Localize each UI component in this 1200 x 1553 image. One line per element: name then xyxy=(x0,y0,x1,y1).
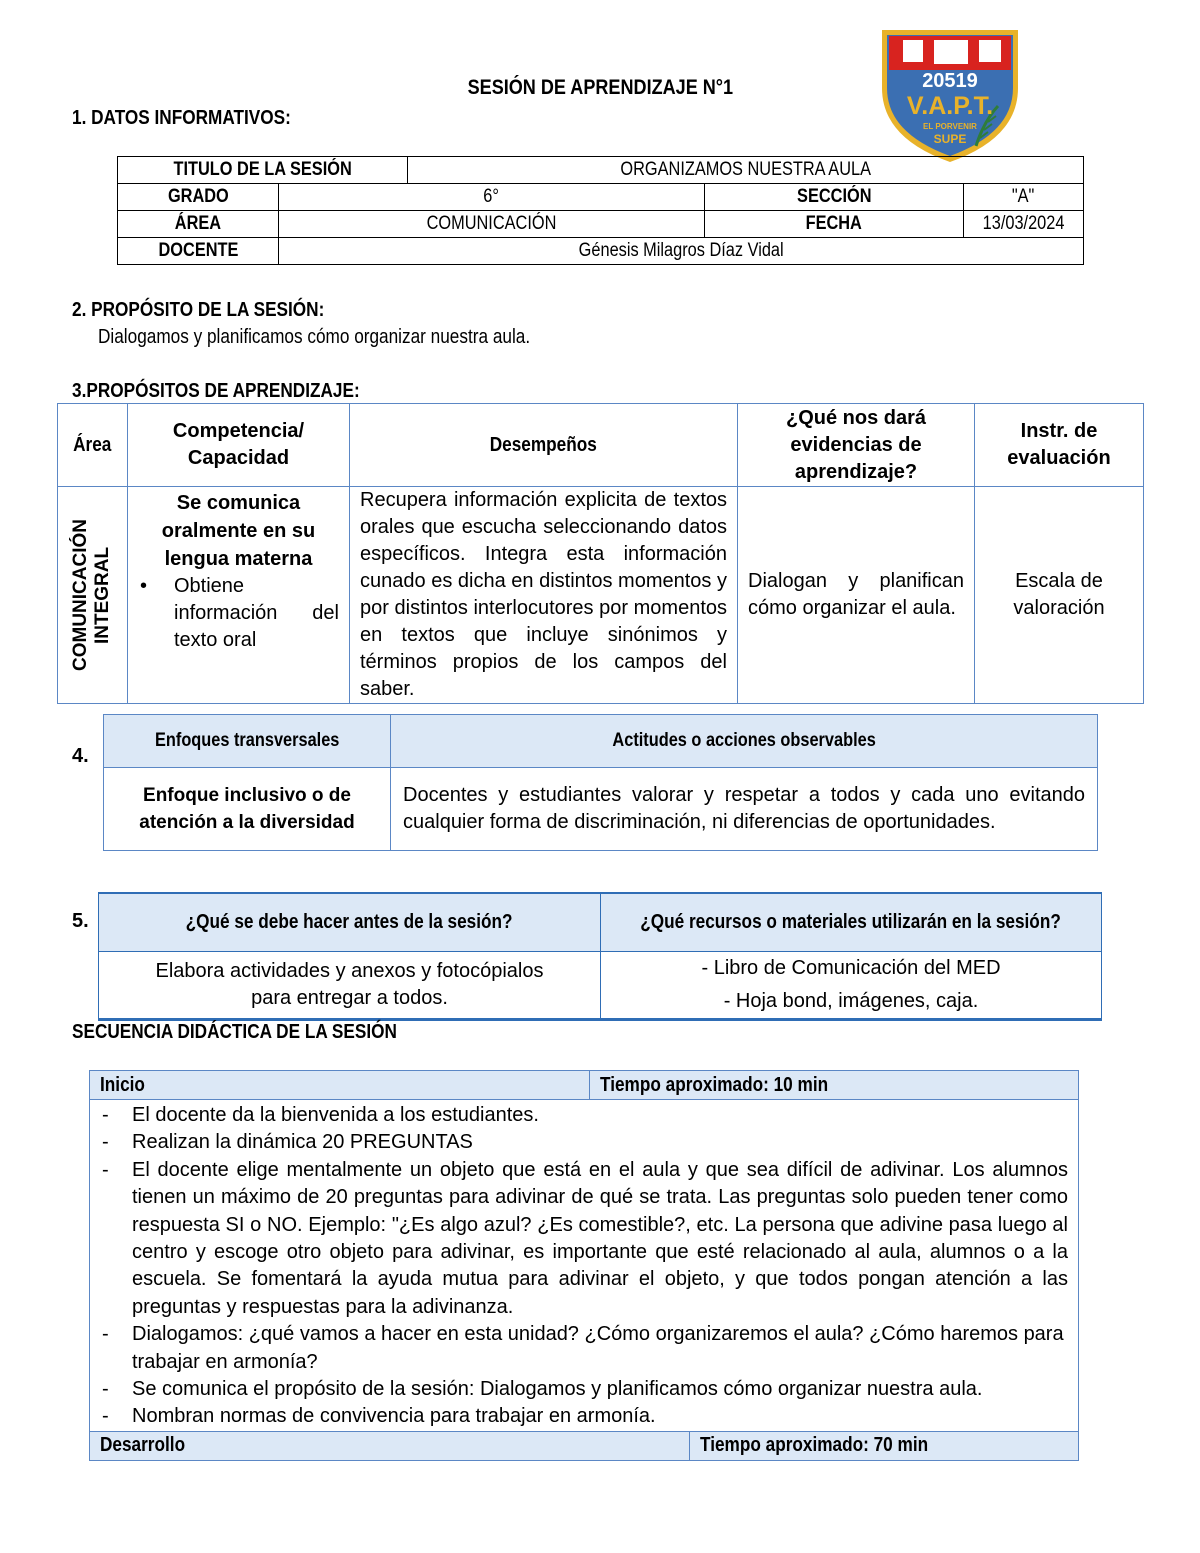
antes-recursos-table xyxy=(98,892,1102,1021)
section5-number: 5. xyxy=(72,910,89,932)
competencia-cell xyxy=(128,487,350,704)
header-antes: ¿Qué se debe hacer antes de la sesión? xyxy=(99,893,601,952)
logo-name: V.A.P.T. xyxy=(906,92,994,120)
logo-motto: EL PORVENIR xyxy=(923,122,977,131)
area-label: ÁREA xyxy=(118,211,279,238)
datos-informativos-table xyxy=(117,156,1084,265)
enfoques-table xyxy=(103,714,1098,851)
desempeno-cell xyxy=(350,487,738,704)
inicio-item: - El docente elige mentalmente un objeto que está en el aula y que sea difícil de adivinar. Los alumnos tienen un máximo de 20 preguntas para adivinar de qué se trata. Las preguntas solo pueden tener como respuesta SI o NO. Ejemplo: "¿Es algo azul? ¿Es comestible?, etc. La persona que adivine pasa luego al centro y escoge otro objeto para adivinar, es importante que esté relacionado al aula, alumnos o a la escuela. Se fomentará la ayuda mutua para adivinar el objeto, y que todos pongan atención a las preguntas y respuestas para la adivinanza. xyxy=(102,1157,1068,1321)
evidencia-cell xyxy=(738,487,975,704)
area-vertical-text: COMUNICACIÓN INTEGRAL xyxy=(69,519,113,671)
secuencia-heading: SECUENCIA DIDÁCTICA DE LA SESIÓN xyxy=(72,1021,397,1043)
fecha-value: 13/03/2024 xyxy=(964,211,1084,238)
enfoque-cell: Enfoque inclusivo o de atención a la diversidad xyxy=(104,768,391,851)
page-title: SESIÓN DE APRENDIZAJE N°1 xyxy=(467,76,733,99)
desarrollo-time: Tiempo aproximado: 70 min xyxy=(690,1431,1079,1460)
recurso-item: - Libro de Comunicación del MED xyxy=(701,957,1001,979)
docente-value: Génesis Milagros Díaz Vidal xyxy=(279,238,1084,265)
seccion-label: SECCIÓN xyxy=(705,184,964,211)
header-instrumento: Instr. de evaluación xyxy=(975,404,1144,487)
header-evidencias: ¿Qué nos dará evidencias de aprendizaje? xyxy=(738,404,975,487)
header-recursos: ¿Qué recursos o materiales utilizarán en la sesión? xyxy=(601,893,1102,952)
inicio-content xyxy=(90,1100,1079,1432)
inicio-item: - Se comunica el propósito de la sesión: Dialogamos y planificamos cómo organizar nuestra aula. xyxy=(102,1376,1068,1403)
recursos-list xyxy=(601,952,1101,1018)
inicio-time: Tiempo aproximado: 10 min xyxy=(590,1071,1079,1100)
section2-heading: 2. PROPÓSITO DE LA SESIÓN: xyxy=(72,299,325,321)
section2-text: Dialogamos y planificamos cómo organizar nuestra aula. xyxy=(98,326,531,348)
titulo-label: TITULO DE LA SESIÓN xyxy=(118,157,408,184)
titulo-value: ORGANIZAMOS NUESTRA AULA xyxy=(408,157,1084,184)
propositos-table xyxy=(57,403,1144,704)
secuencia-table xyxy=(89,1070,1079,1461)
logo-place: SUPE xyxy=(933,132,967,146)
grado-value: 6° xyxy=(279,184,705,211)
area-cell xyxy=(58,487,128,704)
fecha-label: FECHA xyxy=(705,211,964,238)
section1-heading: 1. DATOS INFORMATIVOS: xyxy=(72,107,291,129)
header-desempenos: Desempeños xyxy=(350,404,738,487)
seccion-value: "A" xyxy=(964,184,1084,211)
desarrollo-label: Desarrollo xyxy=(90,1431,690,1460)
antes-cell: Elabora actividades y anexos y fotocópialos para entregar a todos. xyxy=(99,952,601,1020)
evidencia-text: Dialogan y planifican cómo organizar el aula. xyxy=(748,570,964,619)
area-value: COMUNICACIÓN xyxy=(279,211,705,238)
docente-label: DOCENTE xyxy=(118,238,279,265)
capacidad-item: • Obtiene información del texto oral xyxy=(140,575,339,651)
actitud-cell: Docentes y estudiantes valorar y respetar a todos y cada uno evitando cualquier forma de discriminación, ni diferencias de oportunidades. xyxy=(391,768,1098,851)
section4-number: 4. xyxy=(72,745,89,767)
inicio-item: - El docente da la bienvenida a los estudiantes. xyxy=(102,1102,1068,1129)
instrumento-cell: Escala de valoración xyxy=(975,487,1144,704)
header-actitudes: Actitudes o acciones observables xyxy=(391,715,1098,768)
recursos-cell xyxy=(601,952,1102,1020)
header-competencia: Competencia/ Capacidad xyxy=(128,404,350,487)
logo-number: 20519 xyxy=(922,70,978,92)
section3-heading: 3.PROPÓSITOS DE APRENDIZAJE: xyxy=(72,380,360,402)
header-enfoques: Enfoques transversales xyxy=(104,715,391,768)
recurso-item: - Hoja bond, imágenes, caja. xyxy=(723,990,979,1012)
competencia-text: Se comunica oralmente en su lengua materna xyxy=(161,492,316,570)
inicio-item: - Dialogamos: ¿qué vamos a hacer en esta unidad? ¿Cómo organizaremos el aula? ¿Cómo haremos para trabajar en armonía? xyxy=(102,1321,1068,1376)
inicio-list xyxy=(90,1100,1078,1431)
inicio-item: - Realizan la dinámica 20 PREGUNTAS xyxy=(102,1129,1068,1156)
grado-label: GRADO xyxy=(118,184,279,211)
inicio-item: - Nombran normas de convivencia para trabajar en armonía. xyxy=(102,1403,1068,1430)
desempeno-text: Recupera información explicita de textos orales que escucha seleccionando datos específicos. Integra esta información cunado es dicha en distintos momentos y por distintos interlocutores por momentos en textos que incluye sinónimos y términos propios de los campos del saber. xyxy=(360,489,727,700)
header-area: Área xyxy=(58,404,128,487)
bullet-icon: • xyxy=(140,575,148,597)
inicio-label: Inicio xyxy=(90,1071,590,1100)
